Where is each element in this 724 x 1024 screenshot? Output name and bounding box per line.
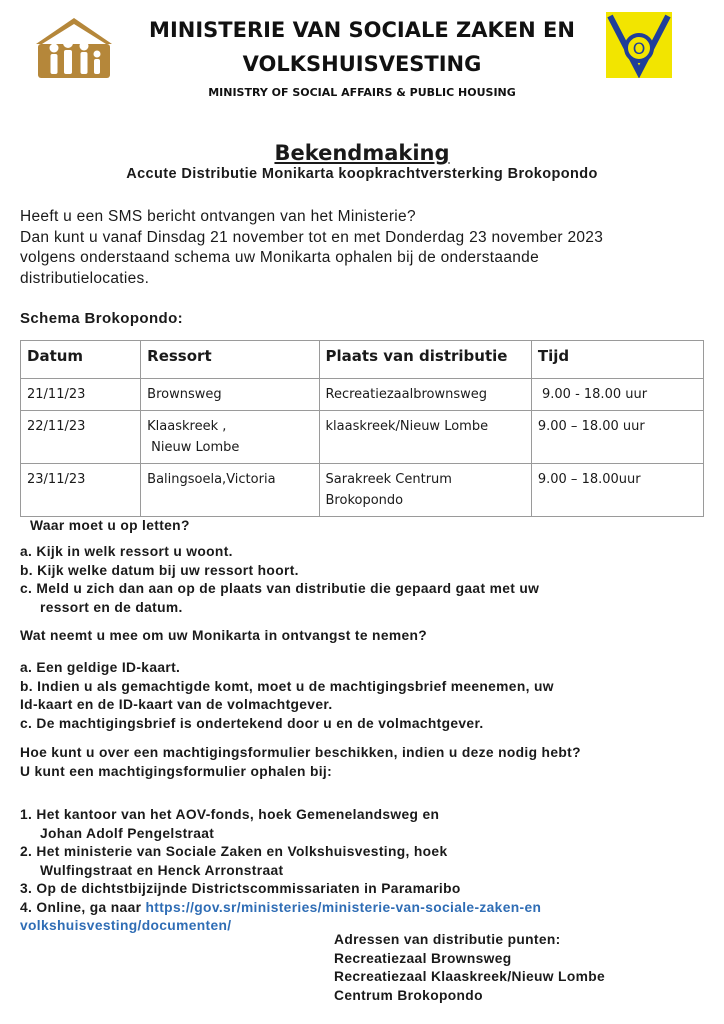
list-item: b. Kijk welke datum bij uw ressort hoort. bbox=[20, 562, 299, 578]
address-item: Centrum Brokopondo bbox=[334, 988, 483, 1004]
table-header-row bbox=[21, 341, 704, 379]
aov-fund-logo-icon bbox=[606, 12, 672, 78]
attention-list bbox=[20, 543, 700, 617]
list-item: 1. Het kantoor van het AOV-fonds, hoek Gemenelandsweg en bbox=[20, 807, 440, 822]
list-item: 3. Op de dichtstbijzijnde Districtscommissariaten in Paramaribo bbox=[20, 881, 461, 896]
cell-tijd: 9.00 – 18.00uur bbox=[531, 464, 703, 517]
list-item: c. Meld u zich dan aan op de plaats van distributie die gepaard gaat met uw bbox=[20, 581, 540, 596]
documents-link[interactable]: https://gov.sr/ministeries/ministerie-van-sociale-zaken-en bbox=[145, 899, 542, 915]
list-item: 2. Het ministerie van Sociale Zaken en Volkshuisvesting, hoek bbox=[20, 844, 448, 859]
intro-line: distributielocaties. bbox=[20, 269, 150, 287]
distribution-schedule-table bbox=[20, 340, 704, 517]
form-locations-list bbox=[20, 806, 710, 936]
list-item: Id-kaart en de ID-kaart van de volmachtgever. bbox=[20, 697, 333, 712]
online-prefix: 4. Online, ga naar bbox=[20, 899, 146, 915]
table-row bbox=[21, 379, 704, 411]
intro-paragraph bbox=[20, 207, 710, 289]
ministry-subtitle: MINISTRY OF SOCIAL AFFAIRS & PUBLIC HOUSING bbox=[208, 86, 516, 99]
list-item: b. Indien u als gemachtigde komt, moet u de machtigingsbrief meenemen, uw bbox=[20, 678, 554, 694]
cell-datum: 22/11/23 bbox=[21, 411, 141, 464]
list-item: c. De machtigingsbrief is ondertekend door u en de volmachtgever. bbox=[20, 715, 484, 731]
form-question-line: Hoe kunt u over een machtigingsformulier beschikken, indien u deze nodig hebt? bbox=[20, 745, 581, 760]
list-item: ressort en de datum. bbox=[40, 599, 183, 615]
list-item: a. Een geldige ID-kaart. bbox=[20, 660, 181, 675]
intro-line: Heeft u een SMS bericht ontvangen van het Ministerie? bbox=[20, 208, 416, 225]
ressort-line: Klaaskreek , bbox=[147, 419, 227, 434]
ressort-line: Nieuw Lombe bbox=[151, 440, 240, 455]
list-item: Wulfingstraat en Henck Arronstraat bbox=[40, 862, 284, 878]
addresses-title: Adressen van distributie punten: bbox=[334, 932, 561, 947]
form-question bbox=[20, 744, 710, 781]
form-question-line: U kunt een machtigingsformulier ophalen bij: bbox=[20, 763, 333, 779]
documents-link-continued[interactable]: volkshuisvesting/documenten/ bbox=[20, 918, 232, 933]
distribution-addresses bbox=[334, 931, 605, 1006]
cell-datum: 21/11/23 bbox=[21, 379, 141, 411]
ressort-line: Balingsoela,Victoria bbox=[147, 472, 276, 487]
intro-line: volgens onderstaand schema uw Monikarta ophalen bij de onderstaande bbox=[20, 249, 540, 266]
column-header-ressort: Ressort bbox=[141, 341, 319, 379]
list-item-online bbox=[20, 899, 710, 918]
cell-plaats bbox=[319, 411, 531, 464]
bring-list bbox=[20, 659, 700, 733]
plaats-line: Brokopondo bbox=[325, 493, 404, 508]
list-item: a. Kijk in welk ressort u woont. bbox=[20, 544, 233, 559]
cell-datum: 23/11/23 bbox=[21, 464, 141, 517]
cell-ressort bbox=[141, 411, 319, 464]
schema-label: Schema Brokopondo: bbox=[20, 310, 184, 327]
column-header-datum: Datum bbox=[21, 341, 141, 379]
cell-ressort bbox=[141, 379, 319, 411]
table-row bbox=[21, 464, 704, 517]
svg-text:O: O bbox=[632, 39, 646, 58]
attention-question: Waar moet u op letten? bbox=[30, 518, 190, 533]
plaats-line: klaaskreek/Nieuw Lombe bbox=[325, 419, 489, 434]
address-item: Recreatiezaal Klaaskreek/Nieuw Lombe bbox=[334, 969, 606, 985]
cell-tijd: 9.00 - 18.00 uur bbox=[531, 379, 703, 411]
column-header-tijd: Tijd bbox=[531, 341, 703, 379]
announcement-subheading: Accute Distributie Monikarta koopkrachtversterking Brokopondo bbox=[126, 166, 598, 182]
announcement-heading: Bekendmaking bbox=[274, 141, 450, 165]
column-header-plaats: Plaats van distributie bbox=[319, 341, 531, 379]
bring-question: Wat neemt u mee om uw Monikarta in ontvangst te nemen? bbox=[20, 628, 428, 643]
list-item: Johan Adolf Pengelstraat bbox=[40, 825, 215, 841]
intro-line: Dan kunt u vanaf Dinsdag 21 november tot en met Donderdag 23 november 2023 bbox=[20, 228, 604, 246]
letterhead bbox=[0, 0, 724, 110]
cell-tijd: 9.00 – 18.00 uur bbox=[531, 411, 703, 464]
cell-ressort bbox=[141, 464, 319, 517]
cell-plaats bbox=[319, 464, 531, 517]
ministry-title-line2: VOLKSHUISVESTING bbox=[242, 52, 482, 76]
plaats-line: Recreatiezaalbrownsweg bbox=[325, 387, 487, 402]
plaats-line: Sarakreek Centrum bbox=[325, 472, 452, 487]
ministry-title-line1: MINISTERIE VAN SOCIALE ZAKEN EN bbox=[149, 18, 575, 42]
table-row bbox=[21, 411, 704, 464]
address-item: Recreatiezaal Brownsweg bbox=[334, 950, 512, 966]
ressort-line: Brownsweg bbox=[147, 387, 222, 402]
cell-plaats bbox=[319, 379, 531, 411]
